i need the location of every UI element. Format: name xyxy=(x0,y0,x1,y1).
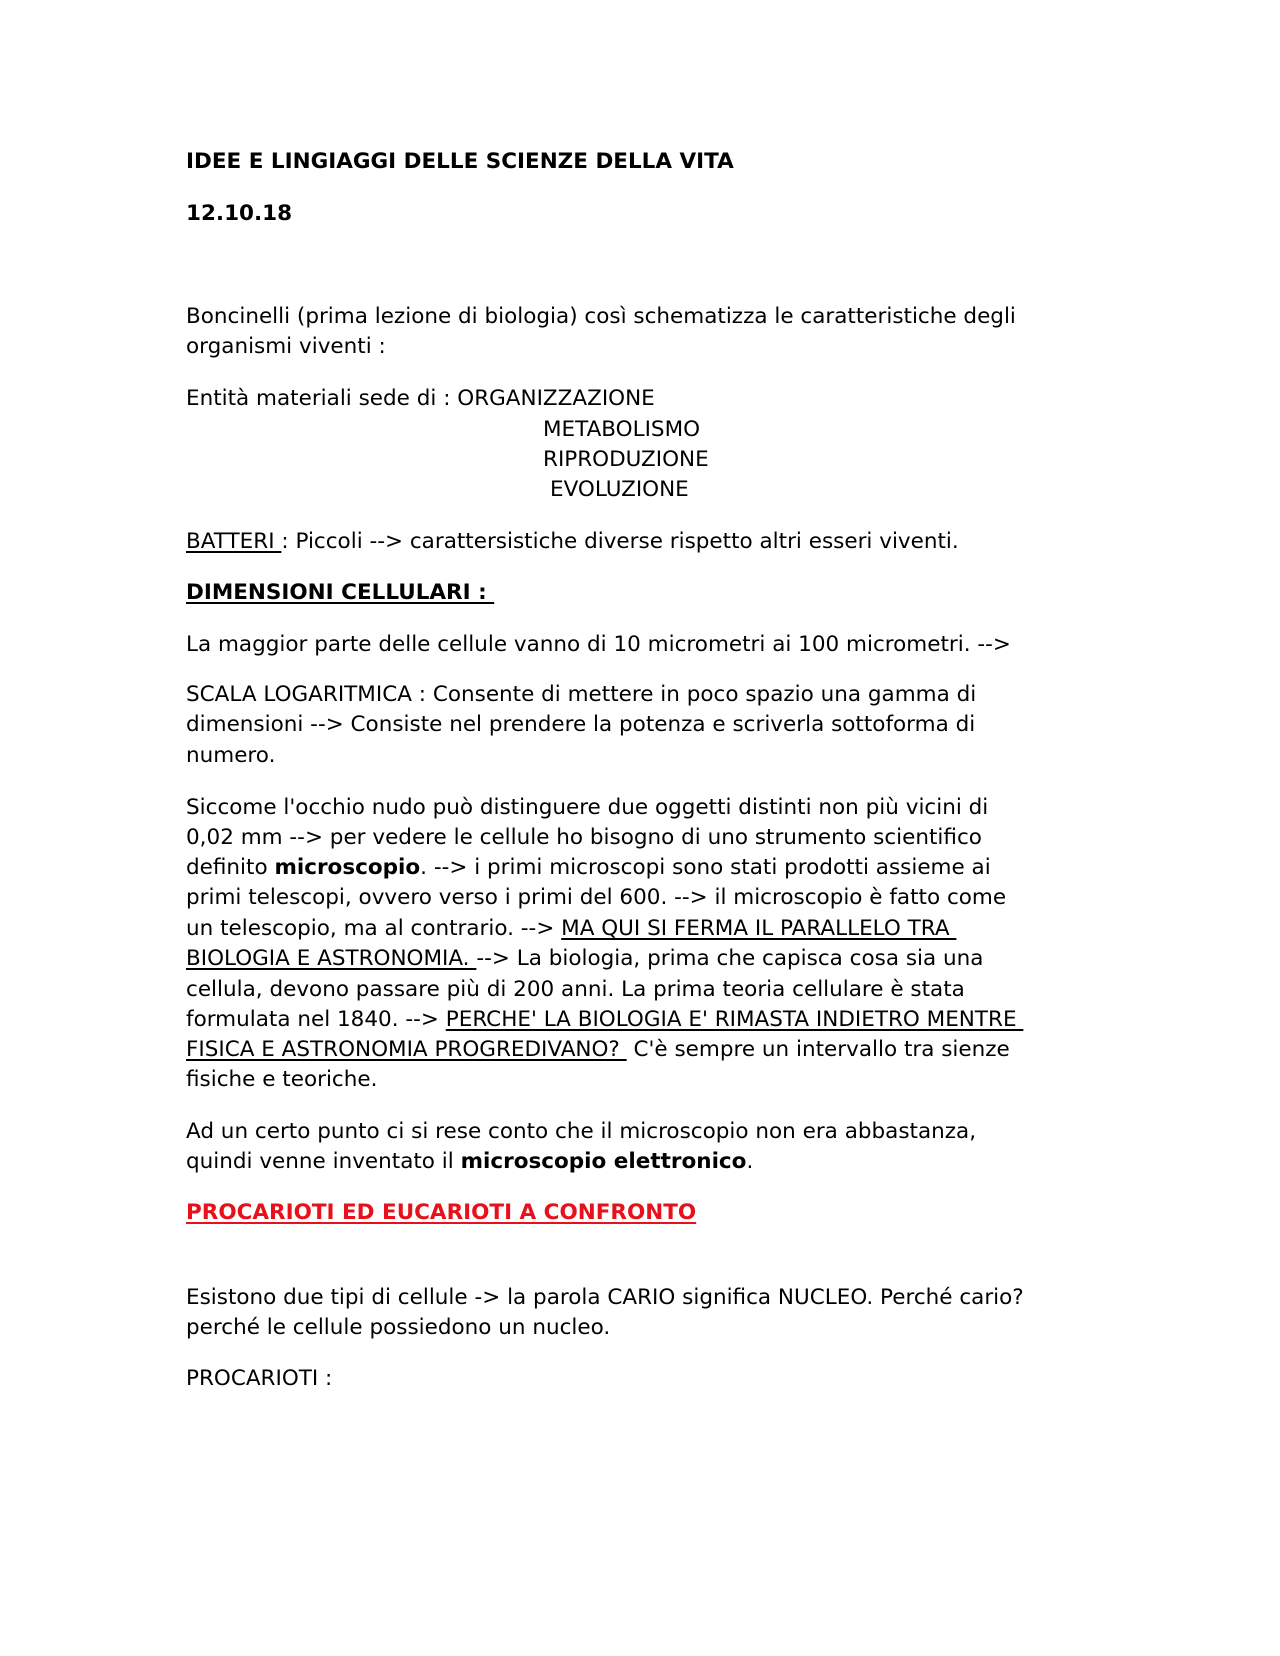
elettronico-line-1: Ad un certo punto ci si rese conto che il microscopio non era abbastanza, xyxy=(186,1119,977,1144)
scala-line-1: SCALA LOGARITMICA : Consente di mettere in poco spazio una gamma di xyxy=(186,682,977,707)
batteri-label: BATTERI xyxy=(186,529,282,554)
entita-item-metabolismo: METABOLISMO xyxy=(543,417,701,442)
document-date: 12.10.18 xyxy=(186,201,293,226)
scala-line-2: dimensioni --> Consiste nel prendere la potenza e scriverla sottoforma di xyxy=(186,712,976,737)
elettronico-line-2-a: quindi venne inventato il xyxy=(186,1149,461,1174)
siccome-line-4: primi telescopi, ovvero verso i primi del 600. --> il microscopio è fatto come xyxy=(186,885,1007,910)
siccome-line-5 xyxy=(186,914,956,944)
entita-lead: Entità materiali sede di : xyxy=(186,386,458,411)
procarioti-line-2: perché le cellule possiedono un nucleo. xyxy=(186,1315,611,1340)
intro-line-1: Boncinelli (prima lezione di biologia) così schematizza le caratteristiche degli xyxy=(186,304,1016,329)
batteri-text: : Piccoli --> carattersistiche diverse rispetto altri esseri viventi. xyxy=(281,529,959,554)
siccome-line-10: fisiche e teoriche. xyxy=(186,1067,378,1092)
siccome-line-3 xyxy=(186,853,991,883)
siccome-line-6 xyxy=(186,944,983,974)
document-title: IDEE E LINGIAGGI DELLE SCIENZE DELLA VITA xyxy=(186,149,734,174)
microscopio-elettronico-term: microscopio elettronico xyxy=(460,1149,747,1174)
entita-item-riproduzione: RIPRODUZIONE xyxy=(543,447,709,472)
batteri-line xyxy=(186,527,959,557)
entita-line xyxy=(186,384,655,414)
procarioti-line-1: Esistono due tipi di cellule -> la parola CARIO significa NUCLEO. Perché cario? xyxy=(186,1285,1024,1310)
elettronico-line-2-c: . xyxy=(746,1149,754,1174)
siccome-line-8 xyxy=(186,1005,1023,1035)
dimensioni-heading: DIMENSIONI CELLULARI : xyxy=(186,580,495,605)
elettronico-line-2 xyxy=(186,1147,753,1177)
parallelo-underline-2: BIOLOGIA E ASTRONOMIA. xyxy=(186,946,477,971)
entita-item-evoluzione: EVOLUZIONE xyxy=(550,477,689,502)
entita-item-organizzazione: ORGANIZZAZIONE xyxy=(457,386,655,411)
siccome-line-5-a: un telescopio, ma al contrario. --> xyxy=(186,916,562,941)
siccome-line-9-b: C'è sempre un intervallo tra sienze xyxy=(626,1037,1010,1062)
siccome-line-2: 0,02 mm --> per vedere le cellule ho bisogno di uno strumento scientifico xyxy=(186,825,982,850)
siccome-line-9 xyxy=(186,1035,1010,1065)
parallelo-underline-1: MA QUI SI FERMA IL PARALLELO TRA xyxy=(561,916,957,941)
scala-line-3: numero. xyxy=(186,743,276,768)
siccome-line-3-a: definito xyxy=(186,855,275,880)
microscopio-term: microscopio xyxy=(274,855,421,880)
siccome-line-7: cellula, devono passare più di 200 anni. La prima teoria cellulare è stata xyxy=(186,977,965,1002)
procarioti-heading: PROCARIOTI ED EUCARIOTI A CONFRONTO xyxy=(186,1200,697,1225)
intro-line-2: organismi viventi : xyxy=(186,334,386,359)
perche-underline-2: FISICA E ASTRONOMIA PROGREDIVANO? xyxy=(186,1037,627,1062)
siccome-line-3-c: . --> i primi microscopi sono stati prodotti assieme ai xyxy=(420,855,991,880)
siccome-line-1: Siccome l'occhio nudo può distinguere due oggetti distinti non più vicini di xyxy=(186,795,989,820)
dimensioni-line: La maggior parte delle cellule vanno di 10 micrometri ai 100 micrometri. --> xyxy=(186,632,1011,657)
siccome-line-8-a: formulata nel 1840. --> xyxy=(186,1007,446,1032)
perche-underline-1: PERCHE' LA BIOLOGIA E' RIMASTA INDIETRO MENTRE xyxy=(445,1007,1024,1032)
procarioti-label: PROCARIOTI : xyxy=(186,1366,333,1391)
siccome-line-6-b: --> La biologia, prima che capisca cosa sia una xyxy=(476,946,984,971)
